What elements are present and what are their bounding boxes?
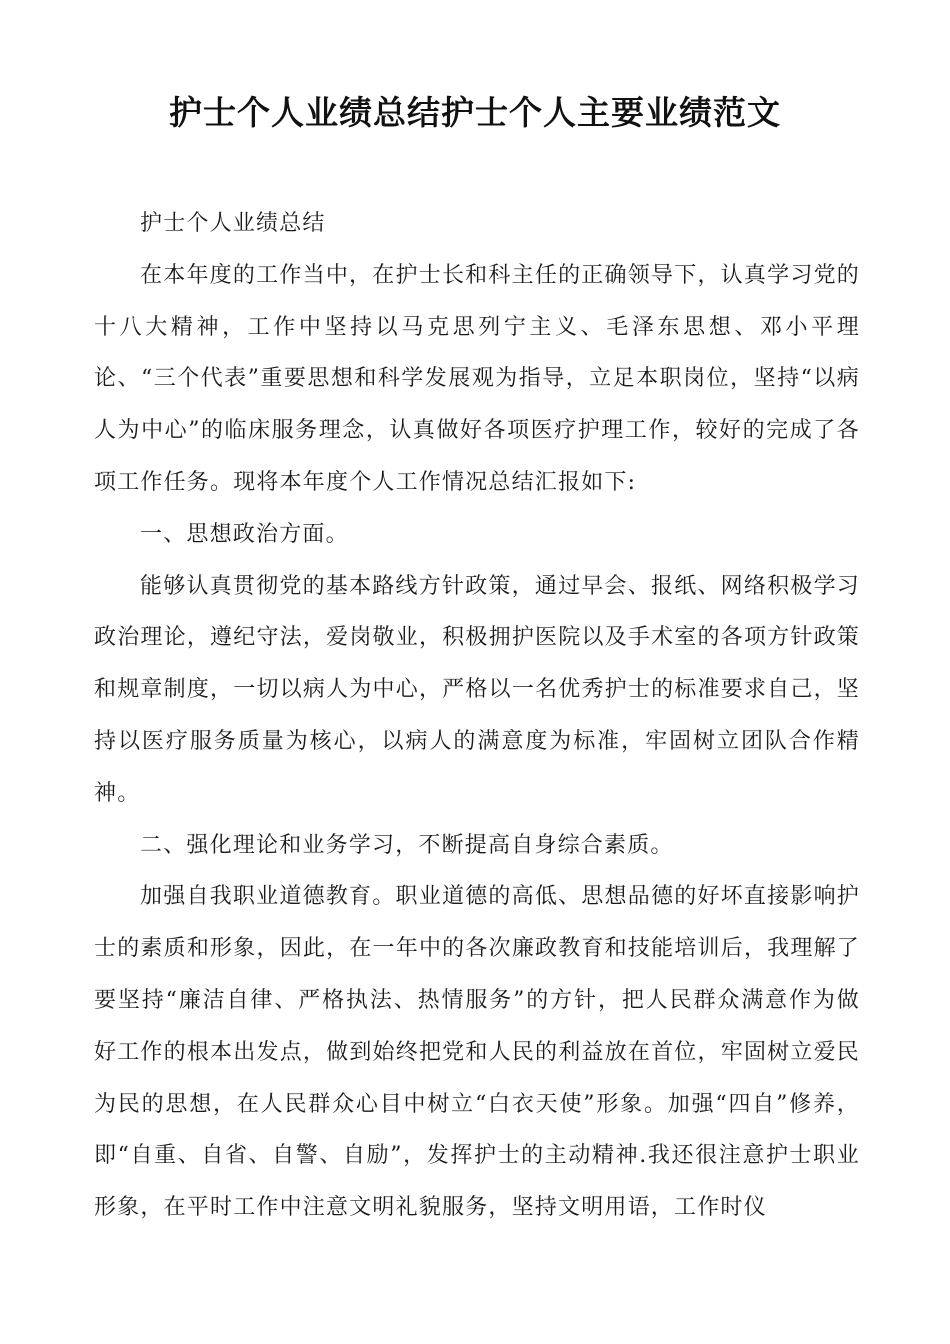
- subtitle-paragraph: 护士个人业绩总结: [140, 211, 326, 236]
- intro-paragraph: 在本年度的工作当中，在护士长和科主任的正确领导下，认真学习党的十八大精神，工作中坚持以马克思列宁主义、毛泽东思想、邓小平理论、“三个代表”重要思想和科学发展观为指导，立足本职岗位，坚持“以病人为中心”的临床服务理念，认真做好各项医疗护理工作，较好的完成了各项工作任务。现将本年度个人工作情况总结汇报如下:: [94, 262, 860, 495]
- section-heading-2: 二、强化理论和业务学习，不断提高自身综合素质。: [140, 832, 674, 858]
- section-heading-1: 一、思想政治方面。: [140, 521, 349, 547]
- section-2-paragraph: 加强自我职业道德教育。职业道德的高低、思想品德的好坏直接影响护士的素质和形象，因此，在一年中的各次廉政教育和技能培训后，我理解了要坚持“廉洁自律、严格执法、热情服务”的方针，把人民群众满意作为做好工作的根本出发点，做到始终把党和人民的利益放在首位，牢固树立爱民为民的思想，在人民群众心目中树立“白衣天使”形象。加强“四自”修养，即“自重、自省、自警、自励”，发挥护士的主动精神.我还很注意护士职业形象，在平时工作中注意文明礼貌服务，坚持文明用语，工作时仪: [94, 884, 860, 1221]
- document-body: [94, 198, 860, 1234]
- document-title: 护士个人业绩总结护士个人主要业绩范文: [169, 93, 781, 132]
- section-1-paragraph: 能够认真贯彻党的基本路线方针政策，通过早会、报纸、网络积极学习政治理论，遵纪守法，爱岗敬业，积极拥护医院以及手术室的各项方针政策和规章制度，一切以病人为中心，严格以一名优秀护士的标准要求自己，坚持以医疗服务质量为核心，以病人的满意度为标准，牢固树立团队合作精神。: [94, 573, 860, 806]
